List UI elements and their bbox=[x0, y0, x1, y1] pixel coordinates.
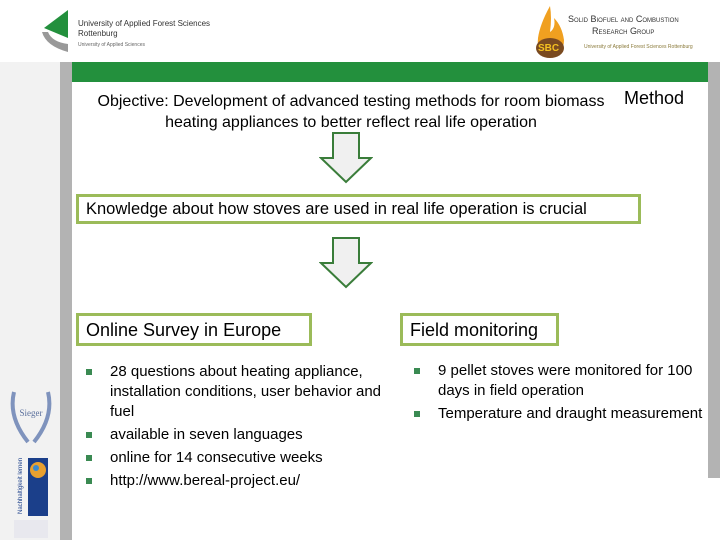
knowledge-box: Knowledge about how stoves are used in real life operation is crucial bbox=[76, 194, 641, 224]
hfr-logo-icon bbox=[40, 8, 68, 54]
sbc-name: Solid Biofuel and Combustion bbox=[568, 14, 679, 24]
bullet-icon bbox=[86, 432, 92, 438]
list-item: Temperature and draught measurement bbox=[410, 404, 715, 424]
university-city: Rottenburg bbox=[78, 29, 118, 38]
bullet-icon bbox=[414, 368, 420, 374]
svg-text:SBC: SBC bbox=[538, 43, 560, 54]
award-seal bbox=[6, 372, 56, 452]
flame-icon bbox=[532, 4, 568, 60]
bullet-icon bbox=[414, 411, 420, 417]
laurel-seal-icon bbox=[6, 372, 56, 452]
list-item: available in seven languages bbox=[82, 425, 382, 445]
sbc-subtitle: University of Applied Forest Sciences Rottenburg bbox=[584, 44, 693, 50]
svg-text:Nachhaltigkeit lernen: Nachhaltigkeit lernen bbox=[18, 457, 24, 514]
bullet-icon bbox=[86, 455, 92, 461]
survey-heading-box: Online Survey in Europe bbox=[76, 313, 312, 346]
green-header-bar bbox=[72, 62, 708, 82]
university-subtitle: University of Applied Sciences bbox=[78, 42, 145, 48]
list-item: 9 pellet stoves were monitored for 100 days in field operation bbox=[410, 361, 715, 401]
survey-bullet-list bbox=[82, 362, 382, 494]
project-link[interactable]: http://www.bereal-project.eu/ bbox=[110, 472, 301, 489]
list-item[interactable] bbox=[82, 471, 382, 491]
field-bullet-list bbox=[410, 361, 715, 427]
bullet-icon bbox=[86, 369, 92, 375]
unesco-badge-icon bbox=[12, 456, 50, 540]
university-logo bbox=[50, 8, 230, 54]
sbc-logo bbox=[532, 4, 712, 60]
left-gray-bar bbox=[60, 62, 72, 540]
university-name: University of Applied Forest Sciences bbox=[78, 19, 211, 28]
sustainability-badge bbox=[12, 456, 50, 540]
sbc-group: Research Group bbox=[592, 26, 655, 36]
down-arrow-icon bbox=[319, 237, 373, 289]
slide-title: Method bbox=[624, 88, 685, 108]
svg-text:Sieger: Sieger bbox=[19, 408, 43, 418]
down-arrow-icon bbox=[319, 132, 373, 184]
list-item: 28 questions about heating appliance, installation conditions, user behavior and fuel bbox=[82, 362, 382, 422]
bullet-icon bbox=[86, 478, 92, 484]
list-item: online for 14 consecutive weeks bbox=[82, 448, 382, 468]
objective-text: Objective: Development of advanced testing methods for room biomass heating appliances to better reflect real life operation bbox=[97, 93, 605, 131]
field-monitoring-heading-box: Field monitoring bbox=[400, 313, 559, 346]
